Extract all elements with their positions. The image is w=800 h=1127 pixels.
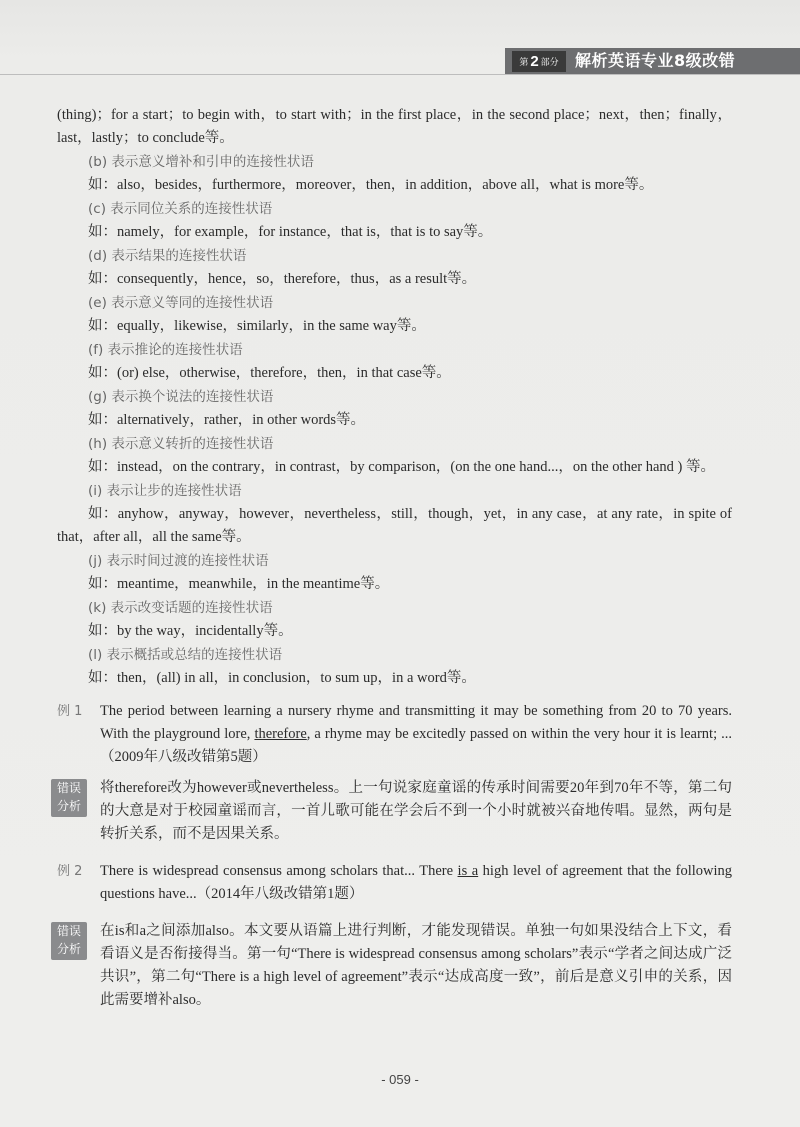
example-tag: 例 1: [57, 704, 83, 719]
analysis-1: [57, 777, 732, 846]
badge-line-top: 错误: [56, 781, 81, 795]
category-examples: 如：also，besides，furthermore，moreover，then，in addition，above all，what is more等。: [88, 177, 654, 193]
error-underline: therefore: [254, 726, 307, 742]
main-content: [57, 104, 732, 1012]
header-divider: [0, 74, 800, 75]
example-text-after: , a rhyme may be excitedly passed on within the very hour it is learnt; ...（2009年八级改错第5题）: [100, 726, 732, 765]
example-text-before: There is widespread consensus among scholars that... There: [100, 863, 458, 879]
page-number: - 059 -: [381, 1072, 419, 1087]
badge-line-top: 错误: [56, 924, 81, 938]
intro-line: (thing)；for a start；to begin with，to start with；in the first place，in the second place；next，then；finally，last，lastly；to conclude等。: [57, 107, 732, 146]
category-label: (i) 表示让步的连接性状语: [88, 483, 242, 499]
category-label: (h) 表示意义转折的连接性状语: [88, 436, 274, 452]
category-examples: 如：by the way，incidentally等。: [88, 623, 293, 639]
example-tag: 例 2: [57, 864, 83, 879]
badge-line-bottom: 分析: [56, 942, 81, 956]
category-label: (k) 表示改变话题的连接性状语: [88, 600, 273, 616]
example-2: [57, 860, 732, 906]
category-label: (c) 表示同位关系的连接性状语: [88, 201, 273, 217]
category-list: [57, 151, 732, 690]
example-1: [57, 700, 732, 769]
part-label-right: 部分: [540, 57, 559, 67]
part-badge: [512, 51, 566, 72]
category-examples: 如：(or) else，otherwise，therefore，then，in that case等。: [88, 365, 451, 381]
analysis-text: 在is和a之间添加also。本文要从语篇上进行判断，才能发现错误。单独一句如果没结合上下文，看看语义是否衔接得当。第一句“There is widespread consensus among scholars”表示“学者之间达成广泛共识”，第二句“There is a high level of agreement”表示“达成高度一致”，前后是意义引申的关系，因此需要增补also。: [100, 923, 732, 1008]
category-label: (j) 表示时间过渡的连接性状语: [88, 553, 269, 569]
analysis-text: 将therefore改为however或nevertheless。上一句说家庭童谣的传承时间需要20年到70年不等，第二句的大意是对于校园童谣而言，一首儿歌可能在学会后不到一个小时就被兴奋地传唱。显然，两句是转折关系，而不是因果关系。: [100, 780, 732, 842]
category-examples: 如：then，(all) in all，in conclusion，to sum up，in a word等。: [88, 670, 476, 686]
part-number: 2: [530, 53, 539, 70]
category-examples: 如：instead，on the contrary，in contrast，by comparison，(on the one hand...，on the other hand ) 等。: [88, 459, 715, 475]
error-analysis-badge: [51, 779, 87, 817]
category-label: (l) 表示概括或总结的连接性状语: [88, 647, 283, 663]
error-analysis-badge: [51, 922, 87, 960]
category-examples: 如：namely，for example，for instance，that is，that is to say等。: [88, 224, 493, 240]
category-label: (d) 表示结果的连接性状语: [88, 248, 247, 264]
chapter-title: 解析英语专业8级改错: [575, 51, 736, 70]
category-examples: 如：consequently，hence，so，therefore，thus，as a result等。: [88, 271, 477, 287]
badge-line-bottom: 分析: [56, 799, 81, 813]
category-examples: 如：meantime，meanwhile，in the meantime等。: [88, 576, 390, 592]
example-text: [100, 700, 732, 769]
category-examples: 如：anyhow，anyway，however，nevertheless，still，though，yet，in any case，at any rate，in spite of that，after all，all the same等。: [57, 506, 732, 545]
category-examples: 如：alternatively，rather，in other words等。: [88, 412, 366, 428]
category-examples: 如：equally，likewise，similarly，in the same way等。: [88, 318, 426, 334]
part-label-left: 第: [519, 57, 529, 67]
example-text: [100, 860, 732, 906]
example-text-before: The period between learning a nursery rhyme and transmitting it may be something from 20 to 70 years. With the playground lore,: [100, 703, 732, 742]
category-label: (e) 表示意义等同的连接性状语: [88, 295, 274, 311]
analysis-2: [57, 920, 732, 1012]
category-label: (f) 表示推论的连接性状语: [88, 342, 243, 358]
category-label: (b) 表示意义增补和引申的连接性状语: [88, 154, 314, 170]
category-label: (g) 表示换个说法的连接性状语: [88, 389, 274, 405]
example-text-after: high level of agreement that the following questions have...（2014年八级改错第1题）: [100, 863, 733, 902]
error-underline: is a: [457, 863, 479, 879]
